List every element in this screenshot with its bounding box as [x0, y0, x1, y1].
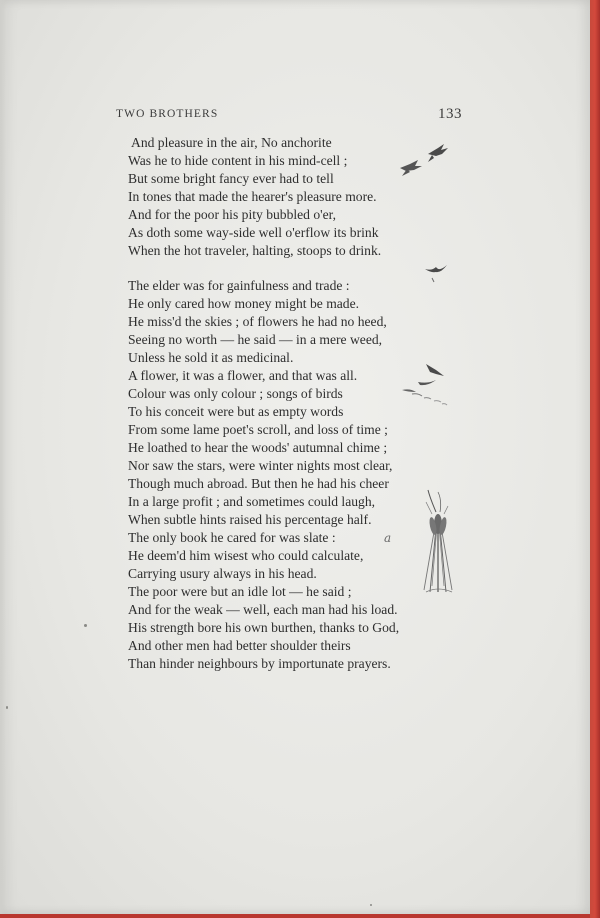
poem-line: Unless he sold it as medicinal. — [128, 349, 294, 365]
stanza — [128, 277, 458, 673]
paper-speck — [84, 624, 87, 627]
poem-line: Carrying usury always in his head. — [128, 565, 317, 581]
cover-edge — [590, 0, 600, 918]
poem-line: And for the weak — well, each man had his load. — [128, 601, 398, 617]
poem-line: Was he to hide content in his mind-cell ; — [128, 153, 348, 168]
poem-line: When the hot traveler, halting, stoops to drink. — [128, 243, 382, 258]
poem-line: Colour was only colour ; songs of birds — [128, 385, 343, 401]
poem-line: As doth some way-side well o'erflow its brink — [128, 225, 379, 240]
poem-line: His strength bore his own burthen, thanks to God, — [128, 619, 400, 635]
poem-line: He only cared how money might be made. — [128, 295, 360, 311]
poem-line: And for the poor his pity bubbled o'er, — [128, 207, 337, 222]
poem-line: The only book he cared for was slate : — [128, 529, 336, 545]
poem-line: The elder was for gainfulness and trade : — [128, 277, 350, 293]
poem-line: A flower, it was a flower, and that was all. — [128, 367, 358, 383]
poem-line: Seeing no worth — he said — in a mere weed, — [128, 331, 383, 347]
poem-line: The poor were but an idle lot — he said ; — [128, 583, 352, 599]
poem-line: And other men had better shoulder theirs — [128, 637, 351, 653]
running-title: TWO BROTHERS — [116, 108, 219, 120]
page-gutter-shadow — [0, 0, 6, 914]
poem-line: From some lame poet's scroll, and loss of time ; — [128, 421, 388, 437]
poem-line: Nor saw the stars, were winter nights most clear, — [128, 457, 393, 473]
poem-line: And pleasure in the air, No anchorite — [131, 135, 332, 150]
pair-of-swallows-icon — [398, 142, 452, 178]
pencil-annotation: a — [384, 531, 392, 545]
poem-line: Though much abroad. But then he had his cheer — [128, 475, 389, 491]
poem-line: He miss'd the skies ; of flowers he had no heed, — [128, 313, 387, 329]
poem-line: He loathed to hear the woods' autumnal chime ; — [128, 439, 388, 455]
running-head — [116, 106, 462, 126]
poem-line: But some bright fancy ever had to tell — [128, 171, 334, 186]
wheat-sheaf-icon — [416, 488, 462, 594]
poem-line: Than hinder neighbours by importunate prayers. — [128, 655, 391, 671]
page-number: 133 — [438, 106, 462, 122]
paper-speck — [6, 706, 8, 709]
single-bird-icon — [424, 263, 450, 285]
poem-line: To his conceit were but as empty words — [128, 403, 344, 419]
flock-of-birds-icon — [398, 360, 450, 408]
poem-line: In a large profit ; and sometimes could laugh, — [128, 493, 376, 509]
poem-line: When subtle hints raised his percentage half. — [128, 511, 372, 527]
poem-line: In tones that made the hearer's pleasure more. — [128, 189, 377, 204]
paper-speck — [370, 904, 372, 906]
poem-line: He deem'd him wisest who could calculate, — [128, 547, 364, 563]
